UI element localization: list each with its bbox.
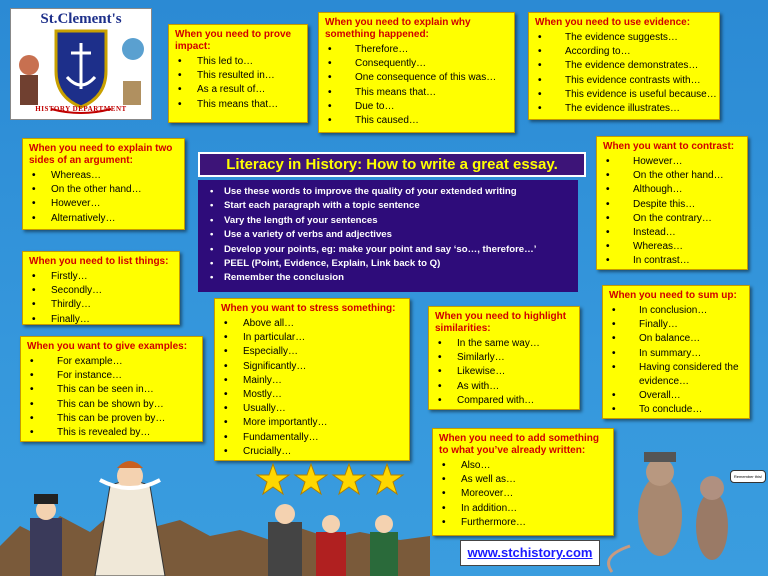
use-evidence-box xyxy=(528,12,720,120)
historical-figures-illustration xyxy=(0,436,768,576)
tip-item: • Remember the conclusion xyxy=(208,271,568,285)
list-item: • Having considered the evidence… xyxy=(609,361,743,389)
list-item: • On the other hand… xyxy=(29,183,178,197)
list-item: • Likewise… xyxy=(435,365,573,379)
list-item: • Similarly… xyxy=(435,351,573,365)
list-item: • More importantly… xyxy=(221,416,403,430)
logo-dept-name: HISTORY DEPARTMENT xyxy=(35,105,127,113)
list-item: • On the contrary… xyxy=(603,212,741,226)
list-item: • This resulted in… xyxy=(175,69,301,83)
list-item: • This is revealed by… xyxy=(27,426,196,440)
list-item: • This led to… xyxy=(175,55,301,69)
list-item: • To conclude… xyxy=(609,403,743,417)
list-item: • In the same way… xyxy=(435,337,573,351)
prove-impact-heading: When you need to prove impact: xyxy=(175,29,292,52)
tip-item: • Use a variety of verbs and adjectives xyxy=(208,228,568,242)
list-item: • The evidence illustrates… xyxy=(535,102,713,116)
list-item: • As well as… xyxy=(439,473,607,487)
examples-box xyxy=(20,336,203,442)
list-item: • This evidence is useful because… xyxy=(535,88,713,102)
list-things-box xyxy=(22,251,180,325)
school-logo xyxy=(10,8,152,120)
list-item: • This can be shown by… xyxy=(27,398,196,412)
list-item: • In contrast… xyxy=(603,254,741,268)
website-link[interactable]: www.stchistory.com xyxy=(460,540,600,566)
list-item: • Especially… xyxy=(221,345,403,359)
tip-item: • Vary the length of your sentences xyxy=(208,214,568,228)
list-item: • Although… xyxy=(603,183,741,197)
list-item: • This evidence contrasts with… xyxy=(535,74,713,88)
list-item: • Crucially… xyxy=(221,445,403,459)
list-item: • Finally… xyxy=(609,318,743,332)
list-item: • For example… xyxy=(27,355,196,369)
tip-item: • PEEL (Point, Evidence, Explain, Link back to Q) xyxy=(208,257,568,271)
list-item: • This can be seen in… xyxy=(27,383,196,397)
list-things-heading: When you need to list things: xyxy=(29,256,169,267)
list-item: • Alternatively… xyxy=(29,212,178,226)
list-item: • Furthermore… xyxy=(439,516,607,530)
list-item: • Thirdly… xyxy=(29,298,173,312)
list-item: • Mostly… xyxy=(221,388,403,402)
tip-item: • Start each paragraph with a topic sentence xyxy=(208,199,568,213)
list-item: • Also… xyxy=(439,459,607,473)
sum-up-heading: When you need to sum up: xyxy=(609,290,737,301)
list-item: • The evidence demonstrates… xyxy=(535,59,713,73)
add-something-heading: When you need to add something to what you’ve already written: xyxy=(439,433,599,456)
two-sides-heading: When you need to explain two sides of an argument: xyxy=(29,143,173,166)
list-item: • Secondly… xyxy=(29,284,173,298)
list-item: • Whereas… xyxy=(29,169,178,183)
list-item: • Finally… xyxy=(29,313,173,327)
list-item: • As with… xyxy=(435,380,573,394)
prove-impact-box xyxy=(168,24,308,123)
speech-bubble: Remember this! xyxy=(730,470,766,483)
list-item: • Overall… xyxy=(609,389,743,403)
tip-item: • Develop your points, eg: make your point and say ‘so…, therefore…’ xyxy=(208,243,568,257)
tip-item: • Use these words to improve the quality of your extended writing xyxy=(208,185,568,199)
contrast-box xyxy=(596,136,748,270)
list-item: • Moreover… xyxy=(439,487,607,501)
list-item: • Despite this… xyxy=(603,198,741,212)
list-item: • In conclusion… xyxy=(609,304,743,318)
list-item: • This can be proven by… xyxy=(27,412,196,426)
list-item: • As a result of… xyxy=(175,83,301,97)
similarities-heading: When you need to highlight similarities: xyxy=(435,311,567,334)
list-item: • Fundamentally… xyxy=(221,431,403,445)
list-item: • Significantly… xyxy=(221,360,403,374)
list-item: • Therefore… xyxy=(325,43,508,57)
list-item: • In summary… xyxy=(609,347,743,361)
examples-heading: When you want to give examples: xyxy=(27,341,188,352)
use-evidence-heading: When you need to use evidence: xyxy=(535,17,691,28)
two-sides-box xyxy=(22,138,185,230)
list-item: • Consequently… xyxy=(325,57,508,71)
sum-up-box xyxy=(602,285,750,419)
list-item: • Mainly… xyxy=(221,374,403,388)
list-item: • Whereas… xyxy=(603,240,741,254)
list-item: • This caused… xyxy=(325,114,508,128)
explain-why-heading: When you need to explain why something happened: xyxy=(325,17,471,40)
list-item: • Firstly… xyxy=(29,270,173,284)
logo-school-name: St.Clement's xyxy=(40,11,122,27)
list-item: • However… xyxy=(29,197,178,211)
list-item: • According to… xyxy=(535,45,713,59)
list-item: • Above all… xyxy=(221,317,403,331)
list-item: • For instance… xyxy=(27,369,196,383)
page-title: Literacy in History: How to write a great essay. xyxy=(198,152,586,177)
list-item: • This means that… xyxy=(325,86,508,100)
stress-heading: When you want to stress something: xyxy=(221,303,396,314)
list-item: • Due to… xyxy=(325,100,508,114)
list-item: • This means that… xyxy=(175,98,301,112)
list-item: • Usually… xyxy=(221,402,403,416)
list-item: • On the other hand… xyxy=(603,169,741,183)
list-item: • In addition… xyxy=(439,502,607,516)
tips-panel xyxy=(198,180,578,292)
list-item: • The evidence suggests… xyxy=(535,31,713,45)
contrast-heading: When you want to contrast: xyxy=(603,141,735,152)
list-item: • In particular… xyxy=(221,331,403,345)
explain-why-box xyxy=(318,12,515,133)
list-item: • On balance… xyxy=(609,332,743,346)
list-item: • Compared with… xyxy=(435,394,573,408)
list-item: • Instead… xyxy=(603,226,741,240)
similarities-box xyxy=(428,306,580,410)
list-item: • One consequence of this was… xyxy=(325,71,508,85)
list-item: • However… xyxy=(603,155,741,169)
